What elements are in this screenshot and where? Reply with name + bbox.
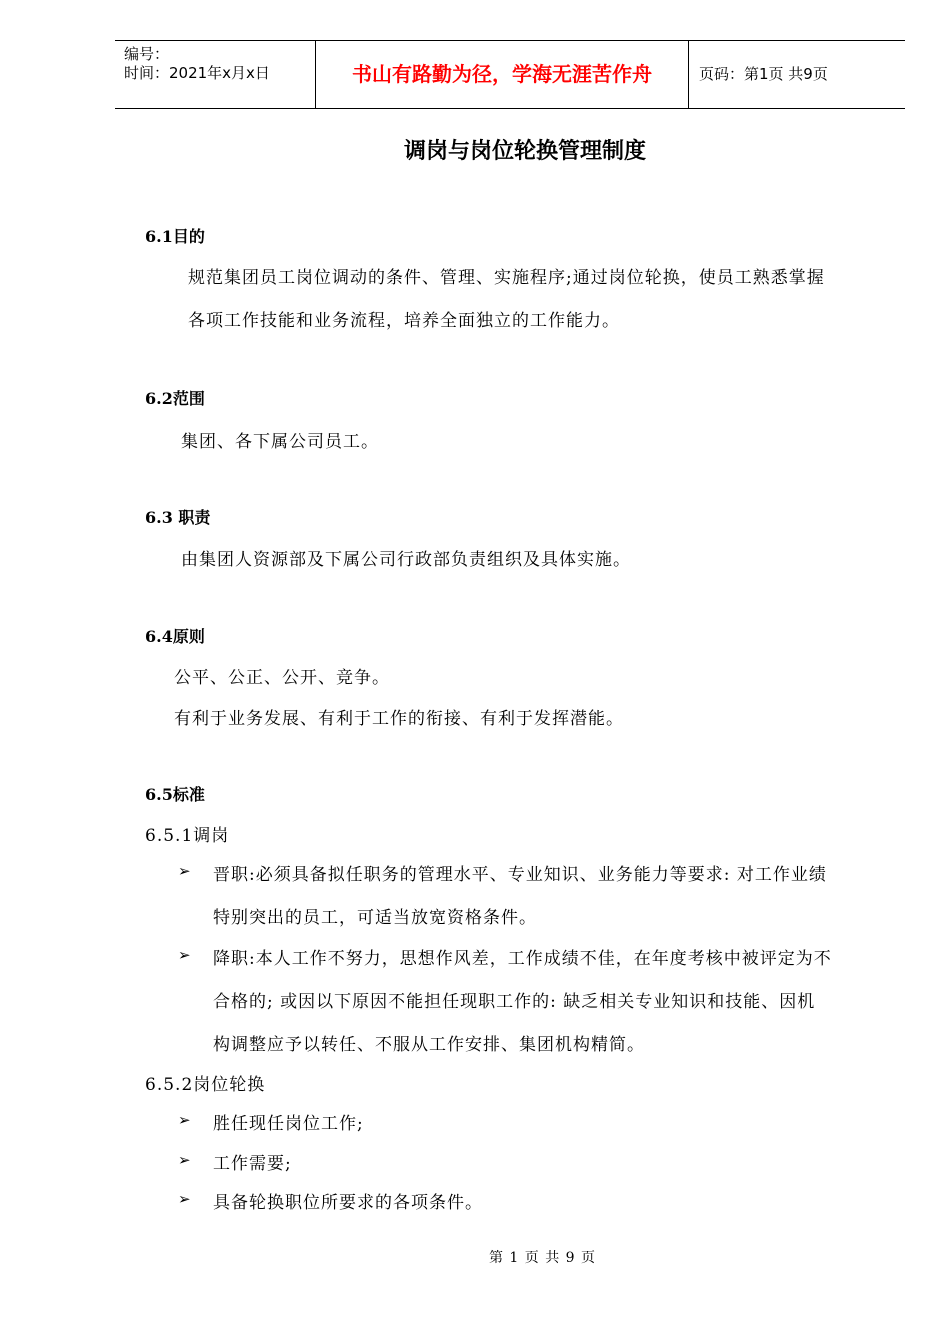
bullet-arrow-icon: ➢	[178, 1190, 191, 1208]
section-heading-purpose: 6.1目的	[145, 227, 205, 246]
bullet-arrow-icon: ➢	[178, 862, 191, 880]
section-heading-scope: 6.2范围	[145, 389, 205, 408]
section-heading-duty: 6.3 职责	[145, 508, 211, 527]
rotation-condition-2: 工作需要;	[213, 1154, 292, 1174]
bullet-arrow-icon: ➢	[178, 1111, 191, 1129]
bullet-arrow-icon: ➢	[178, 946, 191, 964]
demotion-text-line2: 合格的; 或因以下原因不能担任现职工作的: 缺乏相关专业知识和技能、因机	[213, 992, 816, 1012]
section-heading-principle: 6.4原则	[145, 627, 205, 646]
demotion-text-line3: 构调整应予以转任、不服从工作安排、集团机构精简。	[213, 1035, 645, 1055]
bullet-arrow-icon: ➢	[178, 1151, 191, 1169]
page-footer: 第 1 页 共 9 页	[488, 1250, 597, 1266]
rotation-condition-1: 胜任现任岗位工作;	[213, 1114, 364, 1134]
document-header	[115, 40, 905, 109]
purpose-text-line1: 规范集团员工岗位调动的条件、管理、实施程序;通过岗位轮换，使员工熟悉掌握	[188, 268, 825, 288]
header-page-info: 页码：第1页 共9页	[699, 65, 828, 83]
rotation-condition-3: 具备轮换职位所要求的各项条件。	[213, 1193, 483, 1213]
header-meta-cell	[115, 41, 316, 108]
subsection-transfer: 6.5.1调岗	[145, 826, 230, 846]
subsection-rotation: 6.5.2岗位轮换	[145, 1075, 266, 1095]
section-heading-standard: 6.5标准	[145, 785, 205, 804]
promotion-text-line2: 特别突出的员工，可适当放宽资格条件。	[213, 908, 537, 928]
promotion-text-line1: 晋职:必须具备拟任职务的管理水平、专业知识、业务能力等要求: 对工作业绩	[213, 865, 827, 885]
document-title: 调岗与岗位轮换管理制度	[403, 139, 646, 164]
header-slogan: 书山有路勤为径，学海无涯苦作舟	[316, 41, 689, 108]
time-label: 时间：2021年x月x日	[124, 64, 270, 82]
demotion-text-line1: 降职:本人工作不努力，思想作风差，工作成绩不佳，在年度考核中被评定为不	[213, 949, 832, 969]
principle-text-line1: 公平、公正、公开、竞争。	[174, 668, 390, 688]
principle-text-line2: 有利于业务发展、有利于工作的衔接、有利于发挥潜能。	[174, 709, 624, 729]
purpose-text-line2: 各项工作技能和业务流程，培养全面独立的工作能力。	[188, 311, 620, 331]
duty-text: 由集团人资源部及下属公司行政部负责组织及具体实施。	[181, 550, 631, 570]
code-label: 编号：	[124, 45, 170, 63]
scope-text: 集团、各下属公司员工。	[181, 432, 379, 452]
